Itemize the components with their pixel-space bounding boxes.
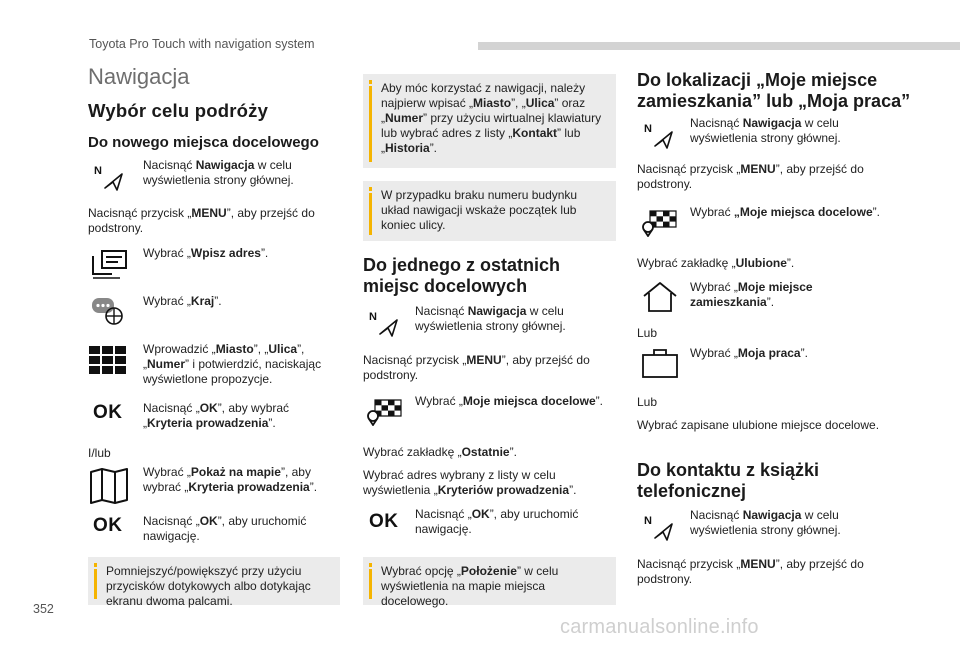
select-recent-tab: Wybrać zakładkę „Ostatnie”. (363, 445, 517, 459)
watermark: carmanualsonline.info (560, 616, 759, 638)
step-press-navigation-3: Nacisnąć Nawigacja w celu wyświetlenia strony głównej. (690, 116, 841, 145)
step-ok-criteria: Nacisnąć „OK”, aby wybrać „Kryteria prowadzenia”. (143, 401, 290, 430)
svg-text:N: N (369, 311, 377, 323)
press-menu-text-2: Nacisnąć przycisk „MENU”, aby przejść do podstrony. (363, 353, 590, 382)
select-address-text: Wybrać adres wybrany z listy w celu wyświetlenia „Kryteriów prowadzenia”. (363, 468, 577, 497)
press-menu-text: Nacisnąć przycisk „MENU”, aby przejść do podstrony. (88, 206, 315, 235)
step-select-country: Wybrać „Kraj”. (143, 294, 222, 308)
press-menu-text-3: Nacisnąć przycisk „MENU”, aby przejść do podstrony. (637, 162, 864, 191)
heading-contact: Do kontaktu z książki telefonicznej (637, 460, 820, 501)
step-start-navigation-2: Nacisnąć „OK”, aby uruchomić nawigację. (415, 507, 579, 536)
map-icon (88, 468, 130, 504)
step-my-destinations-2: Wybrać „Moje miejsca docelowe”. (690, 205, 880, 219)
step-enter-address: Wybrać „Wpisz adres”. (143, 246, 269, 260)
info-marker (369, 80, 372, 162)
svg-text:N: N (644, 123, 652, 135)
section-title: Nawigacja (88, 64, 190, 89)
svg-text:N: N (644, 515, 652, 527)
navigation-icon (365, 306, 405, 338)
step-enter-city-street: Wprowadzić „Miasto”, „Ulica”, „Numer” i potwierdzić, naciskając wyświetlone propozycje. (143, 342, 322, 386)
step-my-home: Wybrać „Moje miejsce zamieszkania”. (690, 280, 813, 309)
step-my-destinations: Wybrać „Moje miejsca docelowe”. (415, 394, 603, 408)
step-start-navigation: Nacisnąć „OK”, aby uruchomić nawigację. (143, 514, 307, 543)
enter-address-icon (90, 248, 130, 280)
navigation-icon (640, 510, 680, 542)
or-label-2: Lub (637, 326, 658, 340)
work-briefcase-icon (640, 347, 680, 379)
step-press-navigation-2: Nacisnąć Nawigacja w celu wyświetlenia strony głównej. (415, 304, 566, 333)
navigation-icon (90, 160, 130, 192)
heading-home-work: Do lokalizacji „Moje miejsce zamieszkania” lub „Moja praca” (637, 70, 911, 111)
heading-recent: Do jednego z ostatnich miejsc docelowych (363, 255, 561, 296)
heading-destination: Wybór celu podróży (88, 100, 269, 121)
info-marker (94, 563, 97, 599)
running-header: Toyota Pro Touch with navigation system (89, 37, 315, 51)
country-icon (90, 296, 130, 328)
header-bar (478, 42, 960, 50)
or-label: I/lub (88, 446, 111, 460)
subheading-new-destination: Do nowego miejsca docelowego (88, 134, 319, 151)
step-show-on-map: Wybrać „Pokaż na mapie”, aby wybrać „Kryteria prowadzenia”. (143, 465, 318, 494)
note-position: Wybrać opcję „Położenie” w celu wyświetlenia na mapie miejsca docelowego. (363, 557, 616, 605)
destinations-flag-icon (640, 205, 680, 237)
step-my-work: Wybrać „Moja praca”. (690, 346, 808, 360)
info-marker (369, 563, 372, 599)
ok-icon: OK (93, 402, 123, 423)
ok-icon-2: OK (93, 515, 123, 536)
svg-text:N: N (94, 165, 102, 177)
select-favorites-tab: Wybrać zakładkę „Ulubione”. (637, 256, 795, 270)
step-press-navigation: Nacisnąć Nawigacja w celu wyświetlenia strony głównej. (143, 158, 294, 187)
keyboard-grid-icon (88, 345, 128, 375)
destinations-flag-icon (365, 394, 405, 426)
info-marker (369, 187, 372, 235)
note-no-number: W przypadku braku numeru budynku układ nawigacji wskaże początek lub koniec ulicy. (363, 181, 616, 241)
home-icon (640, 280, 680, 314)
navigation-icon (640, 118, 680, 150)
page-number: 352 (33, 602, 54, 616)
or-label-3: Lub (637, 395, 658, 409)
note-zoom: Pomniejszyć/powiększyć przy użyciu przycisków dotykowych albo dotykając ekranu dwoma palcami. (88, 557, 340, 605)
select-saved-favorite: Wybrać zapisane ulubione miejsce docelowe. (637, 418, 880, 432)
ok-icon-3: OK (369, 511, 399, 532)
step-press-navigation-4: Nacisnąć Nawigacja w celu wyświetlenia strony głównej. (690, 508, 841, 537)
press-menu-text-4: Nacisnąć przycisk „MENU”, aby przejść do podstrony. (637, 557, 864, 586)
note-enter-city: Aby móc korzystać z nawigacji, należy najpierw wpisać „Miasto”, „Ulica” oraz „Numer” przy użyciu wirtualnej klawiatury lub wybrać adres z listy „Kontakt” lub „Historia”. (363, 74, 616, 168)
